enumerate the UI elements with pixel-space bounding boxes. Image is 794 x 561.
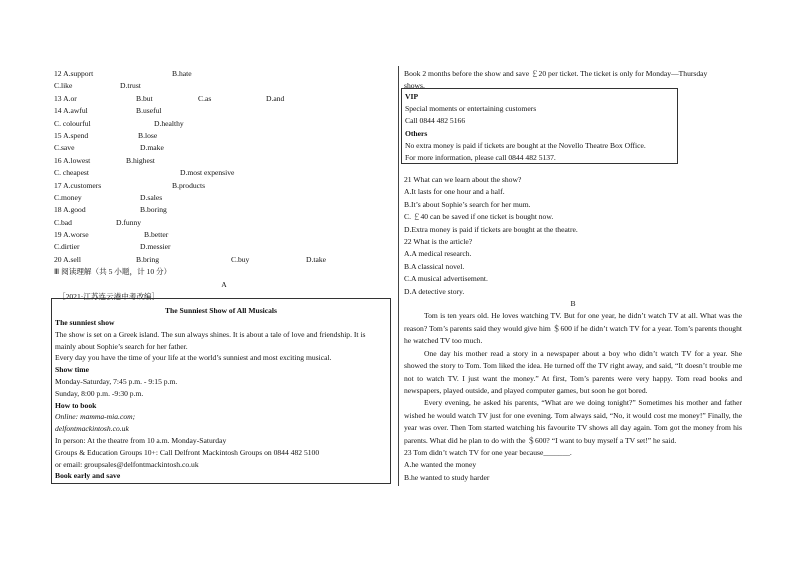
section-heading: Ⅲ 阅读理解（共 5 小题，计 10 分）: [54, 267, 172, 277]
option-choice[interactable]: 17 A.customers: [54, 180, 102, 190]
q22-option-d[interactable]: D.A detective story.: [404, 286, 465, 296]
option-choice[interactable]: 12 A.support: [54, 69, 94, 78]
book-early-text: Book 2 months before the show and save ￡20 per ticket. The ticket is only for Monday—Thursday: [404, 69, 708, 78]
option-choice[interactable]: B.highest: [126, 155, 155, 165]
option-choice[interactable]: B.useful: [136, 106, 162, 116]
option-choice[interactable]: D.sales: [140, 192, 163, 202]
option-choice[interactable]: B.better: [144, 230, 169, 240]
option-choice[interactable]: 15 A.spend: [54, 130, 89, 140]
show-time-sunday: Sunday, 8:00 p.m. -9:30 p.m.: [55, 388, 144, 398]
option-choice[interactable]: B.bring: [136, 254, 159, 264]
option-row: [54, 155, 394, 167]
ad-heading-how-to-book: How to book: [55, 400, 97, 410]
option-choice[interactable]: B.but: [136, 93, 153, 103]
q21-option-d[interactable]: D.Extra money is paid if tickets are bought at the theatre.: [404, 224, 578, 234]
groups-email: or email: groupsales@delfontmackintosh.co.uk: [55, 459, 199, 469]
option-row: [54, 204, 394, 216]
q22: 22 What is the article?: [404, 237, 473, 247]
q21: 21 What can we learn about the show?: [404, 175, 522, 184]
option-choice[interactable]: D.make: [140, 143, 164, 153]
q22-option-a[interactable]: A.A medical research.: [404, 249, 472, 259]
ad-heading-book-early: Book early and save: [55, 471, 121, 481]
option-choice[interactable]: D.take: [306, 254, 327, 264]
others-line-2: For more information, please call 0844 482 5137.: [405, 153, 556, 163]
option-choice[interactable]: C.as: [198, 93, 212, 103]
option-row: [54, 68, 394, 80]
others-heading: Others: [405, 128, 428, 138]
option-choice[interactable]: 18 A.good: [54, 205, 86, 215]
option-choice[interactable]: D.and: [266, 93, 285, 103]
ad-paragraph-2: Every day you have the time of your life at the world’s sunniest and most exciting musical.: [55, 353, 332, 363]
option-choice[interactable]: 14 A.awful: [54, 106, 88, 116]
passage-b-paragraph-2: One day his mother read a story in a newspaper about a boy who didn’t watch TV for a year. She showed the story to Tom. Tom liked the idea. He turned off the TV right away, and said, “It doesn’t trouble me not to watch TV. I just want the money.” At first, Tom’s parents were very happy. Tom read books and newspapers, played outside, and played computer games, but soon he got bored.: [404, 348, 742, 395]
option-choice[interactable]: 16 A.lowest: [54, 155, 91, 165]
online-link-1: Online: mamma-mia.com;: [55, 412, 136, 422]
q23: 23 Tom didn’t watch TV for one year because_______.: [404, 447, 572, 457]
option-choice[interactable]: C.like: [54, 81, 73, 91]
q22-option-c[interactable]: C.A musical advertisement.: [404, 274, 488, 284]
q21-option-c[interactable]: C. ￡40 can be saved if one ticket is bought now.: [404, 212, 554, 222]
option-choice[interactable]: 19 A.worse: [54, 230, 89, 240]
option-choice[interactable]: C.buy: [231, 254, 250, 264]
option-row: [54, 229, 394, 241]
q23-option-b[interactable]: B.he wanted to study harder: [404, 472, 490, 482]
book-early-text-cont: shows.: [404, 81, 425, 91]
option-row: [54, 180, 394, 192]
option-row: [54, 241, 394, 253]
source-note: ［2021·江苏连云港中考改编］: [58, 292, 160, 302]
vip-line-1: Special moments or entertaining customers: [405, 104, 537, 114]
option-row: [54, 80, 394, 92]
q21-option-a[interactable]: A.It lasts for one hour and a half.: [404, 187, 505, 197]
option-row: [54, 93, 394, 105]
online-link-2: delfontmackintosh.co.uk: [55, 424, 129, 434]
option-choice[interactable]: C.dirtier: [54, 242, 80, 252]
in-person-info: In person: At the theatre from 10 a.m. Monday-Saturday: [55, 435, 227, 445]
ad-paragraph-1: The show is set on a Greek island. The sun always shines. It is about a tale of love and friendship. It is mainly about Sophie’s search for her father.: [55, 329, 366, 351]
options-list: [54, 68, 394, 266]
passage-b-paragraph-3: Every evening, he asked his parents, “What are we doing tonight?” Sometimes his mother and father wished he would watch TV just for one evening. Tom always said, “No, it would cost me money!” Finally, the year was over. Then Tom started watching his favourite TV shows all day again. Tom got the money from his parents. What did he plan to do with the ＄600? “I want to buy myself a TV set!” he said.: [404, 398, 742, 445]
option-choice[interactable]: B.products: [172, 180, 206, 190]
column-divider: [398, 66, 399, 486]
q22-option-b[interactable]: B.A classical novel.: [404, 261, 465, 271]
questions-a: [404, 174, 742, 484]
option-choice[interactable]: B.boring: [140, 205, 167, 215]
q23-option-a[interactable]: A.he wanted the money: [404, 460, 477, 470]
option-row: [54, 254, 394, 266]
vip-line-2: Call 0844 482 5166: [405, 116, 466, 126]
q21-option-b[interactable]: B.It’s about Sophie’s search for her mum.: [404, 199, 531, 209]
option-row: [54, 167, 394, 179]
option-row: [54, 105, 394, 117]
option-row: [54, 217, 394, 229]
option-choice[interactable]: 20 A.sell: [54, 254, 82, 264]
option-choice[interactable]: D.trust: [120, 81, 141, 91]
option-choice[interactable]: 13 A.or: [54, 93, 77, 103]
option-choice[interactable]: D.healthy: [154, 118, 184, 128]
option-choice[interactable]: C.money: [54, 192, 82, 202]
option-row: [54, 118, 394, 130]
option-choice[interactable]: C. cheapest: [54, 168, 90, 178]
left-column: [54, 68, 394, 303]
option-choice[interactable]: D.funny: [116, 217, 142, 227]
show-time-weekday: Monday-Saturday, 7:45 p.m. - 9:15 p.m.: [55, 376, 178, 386]
option-choice[interactable]: C.bad: [54, 217, 72, 227]
option-row: [54, 142, 394, 154]
option-choice[interactable]: B.hate: [172, 69, 192, 78]
ad-box: [51, 298, 391, 484]
ad-title: The Sunniest Show of All Musicals: [164, 306, 278, 315]
passage-b-paragraph-1: Tom is ten years old. He loves watching TV. But for one year, he didn’t watch TV at all. What was the reason? Tom’s parents said they would give him ＄600 if he didn’t watch TV for a year. Tom’s parents thought he watched TV too much.: [404, 311, 742, 346]
ad-heading-sunniest: The sunniest show: [55, 318, 115, 327]
passage-letter-a: A: [221, 279, 227, 289]
option-choice[interactable]: B.lose: [138, 130, 158, 140]
ad-heading-show-time: Show time: [55, 365, 89, 375]
option-row: [54, 192, 394, 204]
option-choice[interactable]: D.most expensive: [180, 168, 235, 178]
option-choice[interactable]: C.save: [54, 143, 75, 153]
vip-heading: VIP: [405, 92, 419, 101]
option-choice[interactable]: D.messier: [140, 242, 171, 252]
option-choice[interactable]: C. colourful: [54, 118, 91, 128]
passage-letter-b: B: [570, 299, 576, 309]
groups-info: Groups & Education Groups 10+: Call Delfront Mackintosh Groups on 0844 482 5100: [55, 447, 320, 457]
option-row: [54, 130, 394, 142]
vip-box: [401, 88, 678, 164]
others-line-1: No extra money is paid if tickets are bought at the Novello Theatre Box Office.: [405, 140, 646, 150]
